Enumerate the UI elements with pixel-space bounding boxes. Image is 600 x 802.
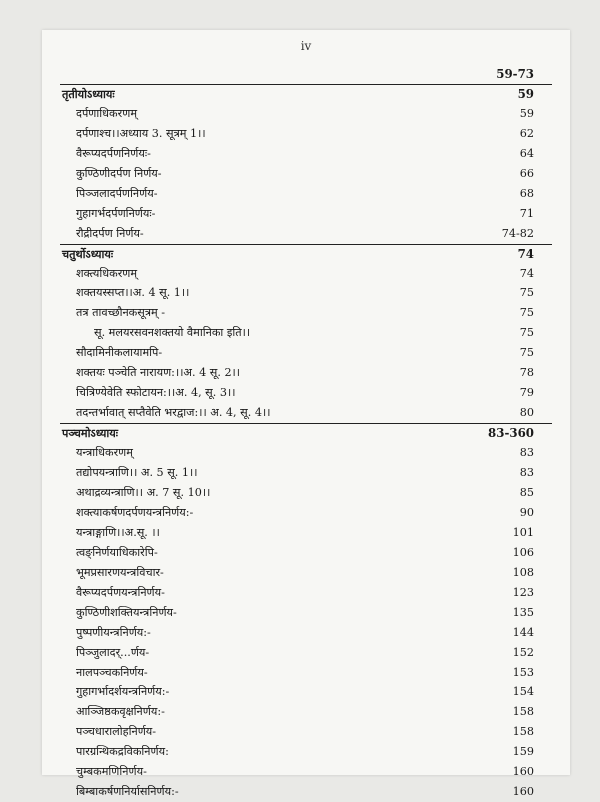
toc-entry [42, 144, 570, 164]
toc-entry [42, 323, 570, 343]
entry-title: शक्त्यधिकरणम् [76, 266, 138, 280]
entry-title: पारग्रन्थिकद्रविकनिर्णय: [76, 745, 169, 759]
entry-page: 74 [517, 246, 534, 261]
entry-title: पञ्चमोऽध्यायः [62, 426, 119, 441]
entry-page: 83 [519, 466, 534, 479]
entry-title: गुहागर्भदर्पणनिर्णयः- [76, 206, 156, 220]
entry-title: बिम्बाकर्षणनिर्यासनिर्णय:- [76, 785, 179, 799]
page-number: iv [300, 39, 312, 53]
entry-title: पिञ्जलादर्पणनिर्णय- [76, 186, 158, 200]
entry-page: 154 [512, 685, 534, 699]
entry-title: दर्पणाश्च।।अध्याय 3. सूत्रम् 1।। [76, 126, 206, 140]
entry-page: 79 [519, 386, 534, 400]
toc-entry [42, 204, 570, 224]
toc-entry [42, 184, 570, 204]
entry-page: 75 [519, 346, 534, 360]
entry-title: यन्त्राङ्गाणि।।अ.सू. ।। [76, 525, 160, 539]
chapter-heading [42, 423, 570, 443]
section-divider [60, 244, 552, 245]
toc-entry [42, 463, 570, 483]
toc-entry [42, 164, 570, 184]
entry-title: रौद्रीदर्पण निर्णय- [76, 226, 144, 240]
entry-page: 160 [512, 785, 534, 799]
entry-page: 62 [519, 126, 534, 140]
toc-entry [42, 603, 570, 623]
toc-entry [42, 403, 570, 423]
entry-title: तद्योपयन्त्राणि।। अ. 5 सू. 1।। [76, 466, 198, 479]
entry-page: 75 [519, 326, 534, 340]
toc-entry [42, 563, 570, 583]
entry-page: 74 [519, 266, 534, 280]
toc-entry [42, 124, 570, 144]
toc-entry [42, 523, 570, 543]
toc-entry [42, 623, 570, 643]
entry-page: 152 [512, 645, 534, 659]
entry-page: 75 [519, 286, 534, 300]
entry-title: तदन्तर्भावात् सप्तैवेति भरद्वाज:।। अ. 4, सू. 4।। [76, 406, 271, 420]
entry-page: 83-360 [488, 426, 534, 441]
toc-entry [42, 483, 570, 503]
entry-title: अथाद्रव्यन्त्राणि।। अ. 7 सू. 10।। [76, 485, 211, 499]
entry-page: 144 [512, 625, 534, 639]
toc-entry [42, 742, 570, 762]
entry-page: 101 [512, 525, 534, 539]
page-range-row [42, 64, 570, 84]
entry-title: चतुर्थोऽध्यायः [62, 246, 114, 261]
entry-page: 59 [517, 86, 534, 101]
entry-title: भूमप्रसारणयन्त्रविचार- [76, 565, 164, 579]
entry-page: 75 [519, 306, 534, 320]
toc-entry [42, 583, 570, 603]
toc-entry [42, 782, 570, 802]
entry-title: नालपञ्चकनिर्णय- [76, 665, 148, 679]
entry-title: पिञ्जुलादर्...र्णय- [76, 645, 150, 659]
entry-title: तत्र तावच्छौनकसूत्रम् - [76, 306, 166, 320]
entry-title: आञ्जिष्ठकवृक्षनिर्णय:- [76, 705, 165, 719]
toc-entry [42, 443, 570, 463]
entry-page: 59-73 [496, 67, 534, 81]
entry-title: वैरूप्यदर्पणनिर्णयः- [76, 146, 151, 160]
toc-entry [42, 283, 570, 303]
toc-entry [42, 343, 570, 363]
toc-entry [42, 363, 570, 383]
entry-title: यन्त्राधिकरणम् [76, 446, 133, 460]
entry-title: सू. मलयरसवनशक्तयो वैमानिका इति।। [94, 326, 251, 340]
toc-entry [42, 663, 570, 683]
entry-page: 159 [512, 745, 534, 759]
toc-entry [42, 104, 570, 124]
entry-title: सौदामिनीकलायामपि- [76, 346, 163, 360]
entry-page: 59 [519, 106, 534, 120]
entry-title: गुहागर्भादर्शयन्त्रनिर्णय:- [76, 685, 170, 699]
entry-page: 135 [512, 605, 534, 619]
entry-page: 108 [512, 565, 534, 579]
entry-title: शक्तयः पञ्चेति नारायण:।।अ. 4 सू. 2।। [76, 366, 241, 380]
entry-title: पञ्चधारालोहनिर्णय- [76, 725, 157, 739]
toc-entry [42, 224, 570, 244]
section-divider [60, 423, 552, 424]
toc-entry [42, 643, 570, 663]
entry-title: दर्पणाधिकरणम् [76, 106, 138, 120]
chapter-heading [42, 244, 570, 264]
toc-entry [42, 383, 570, 403]
entry-page: 160 [512, 765, 534, 779]
entry-page: 78 [519, 366, 534, 380]
entry-page: 90 [519, 505, 534, 519]
entry-page: 64 [519, 146, 534, 160]
entry-title: चुम्बकमणिनिर्णय- [76, 765, 147, 779]
document-page [42, 30, 570, 799]
entry-page: 123 [512, 585, 534, 599]
entry-title: वैरूप्यदर्पणयन्त्रनिर्णय- [76, 585, 165, 599]
toc-entry [42, 702, 570, 722]
chapter-heading [42, 84, 570, 104]
toc-entry [42, 762, 570, 782]
entry-title: तृतीयोऽध्यायः [62, 86, 115, 101]
entry-page: 106 [512, 545, 534, 559]
section-divider [60, 84, 552, 85]
entry-title: त्वङ्निर्णयाधिकारेपि- [76, 545, 158, 559]
entry-page: 158 [512, 705, 534, 719]
toc-entry [42, 503, 570, 523]
toc-entry [42, 722, 570, 742]
entry-page: 71 [519, 206, 534, 220]
entry-page: 85 [519, 485, 534, 499]
entry-title: कुण्ठिणीशक्तियन्त्रनिर्णय- [76, 605, 177, 619]
toc-entry [42, 682, 570, 702]
entry-page: 158 [512, 725, 534, 739]
entry-page: 83 [519, 446, 534, 460]
entry-title: पुष्पणीयन्त्रनिर्णय:- [76, 625, 151, 639]
toc-entry [42, 264, 570, 284]
toc-entry [42, 543, 570, 563]
entry-title: कुण्ठिणीदर्पण निर्णय- [76, 166, 162, 180]
toc-entry [42, 303, 570, 323]
entry-page: 68 [519, 186, 534, 200]
entry-page: 80 [519, 406, 534, 420]
entry-title: शक्तयस्सप्त।।अ. 4 सू. 1।। [76, 286, 190, 300]
entry-title: शक्त्याकर्षणदर्पणयन्त्रनिर्णय:- [76, 505, 194, 519]
entry-page: 66 [519, 166, 534, 180]
entry-title: चित्रिण्येवेति स्फोटायन:।।अ. 4, सू. 3।। [76, 386, 236, 400]
entry-page: 74-82 [501, 226, 534, 240]
entry-page: 153 [512, 665, 534, 679]
